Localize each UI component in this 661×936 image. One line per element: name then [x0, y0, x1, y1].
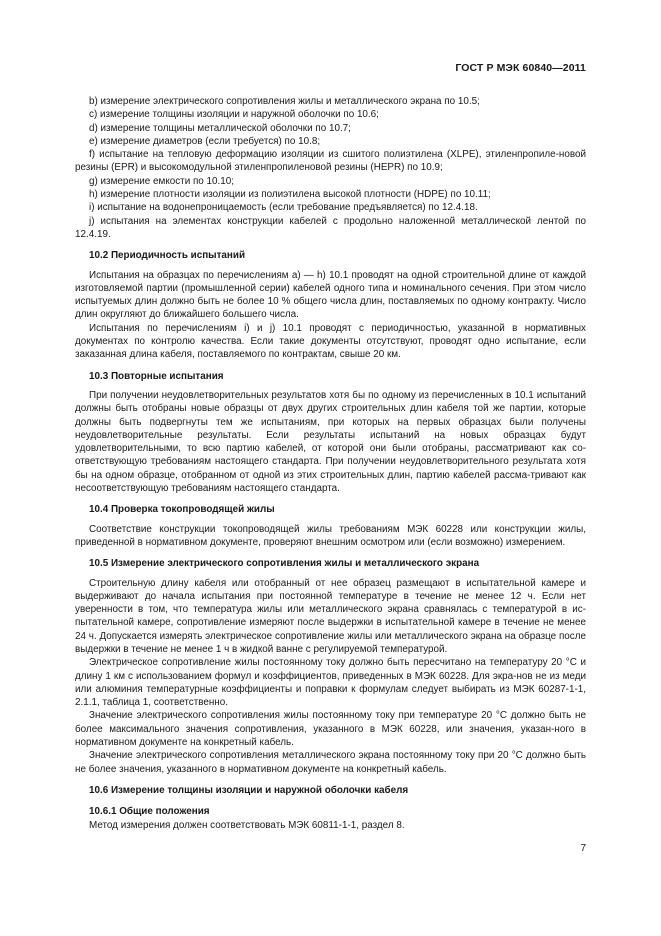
section-heading: 10.3 Повторные испытания	[89, 370, 224, 382]
paragraph: Испытания по перечислениям i) и j) 10.1 проводят с периодичностью, указанной в нормативных документах по контролю качества. Если такие документы отсутствуют, проводят одно испытание, если заказанная длина кабеля, поставляемого по контрактам, свыше 20 км.	[75, 322, 586, 361]
paragraph: При получении неудовлетворительных результатов хотя бы по одному из перечисленных в 10.1 испытаний должны быть отобраны новые образцы от двух других строительных длин кабеля той же партии, которые должны быть подвергнуты тем же испытаниям, при которых на первых образцах были получены неудовлетворительные результаты. Если результаты испытаний на новых образцах будут удовлетворительными, то всю партию кабелей, от которой они были отобраны, рассматривают как со-ответствующую требованиям настоящего стандарта. При получении неудовлетворительного результата хотя бы на одном образце, отобранном от одной из этих строительных длин, партию кабелей рассма-тривают как несоответствующую требованиям настоящего стандарта.	[75, 389, 586, 495]
paragraph: Электрическое сопротивление жилы постоянному току должно быть пересчитано на температуру 20 °С и длину 1 км с использованием формул и коэффициентов, приведенных в МЭК 60228. Для экра-нов не из меди или алюминия температурные коэффициенты и поправки к формулам следует выбирать из МЭК 60287-1-1, 2.1.1, таблица 1, соответственно.	[75, 657, 586, 709]
document-page	[75, 0, 586, 936]
section-heading: 10.6 Измерение толщины изоляции и наружной оболочки кабеля	[89, 784, 409, 796]
list-item: g) измерение емкости по 10.10;	[89, 175, 235, 187]
paragraph: Значение электрического сопротивления жилы постоянному току при температуре 20 °С должно быть не более максимального значения сопротивления, указанного в МЭК 60228, или значения, указан-ного в нормативном документе на конкретный кабель.	[75, 710, 586, 749]
section-heading: 10.4 Проверка токопроводящей жилы	[89, 504, 275, 516]
list-item: i) испытание на водонепроницаемость (если требование предъявляется) по 12.4.18.	[89, 202, 478, 214]
list-item: e) измерение диаметров (если требуется) по 10.8;	[89, 135, 321, 147]
list-item: d) измерение толщины металлической оболочки по 10.7;	[89, 122, 351, 134]
list-item: j) испытания на элементах конструкции кабелей с продольно наложенной металлической лентой по 12.4.19.	[75, 215, 586, 240]
section-heading: 10.2 Периодичность испытаний	[89, 250, 246, 262]
document-body	[75, 95, 586, 832]
list-item: h) измерение плотности изоляции из полиэтилена высокой плотности (HDPE) по 10.11;	[89, 189, 491, 201]
section-heading: 10.5 Измерение электрического сопротивления жилы и металлического экрана	[89, 558, 480, 570]
paragraph: Соответствие конструкции токопроводящей жилы требованиям МЭК 60228 или конструкции жилы, приведенной в нормативном документе, проверяют внешним осмотром или (если возможно) измерением.	[75, 523, 586, 548]
subsection-heading: 10.6.1 Общие положения	[89, 806, 210, 818]
paragraph: Метод измерения должен соответствовать МЭК 60811-1-1, раздел 8.	[89, 819, 405, 831]
paragraph: Строительную длину кабеля или отобранный от нее образец размещают в испытательной камере и выдерживают до начала испытания при постоянной температуре в течение не менее 12 ч. Если нет уверенности в том, что температура жилы или металлического экрана сравнялась с температурой в ис-пытательной камере, сопротивление измеряют после выдержки в испытательной камере в течение не менее 24 ч. Допускается измерять электрическое сопротивление жилы или металлического экрана на образце после выдержки в течение не менее 1 ч в жидкой ванне с регулируемой температурой.	[75, 577, 586, 655]
list-item: b) измерение электрического сопротивления жилы и металлического экрана по 10.5;	[89, 96, 480, 107]
page-number: 7	[580, 843, 586, 854]
paragraph: Испытания на образцах по перечислениям а) — h) 10.1 проводят на одной строительной длине от каждой изготовляемой партии (промышленной серии) кабелей одного типа и номинального сечения. При этом число испытуемых длин должно быть не более 10 % общего числа длин, поставляемых по одному контракту. Число длин округляют до ближайшего большего числа.	[75, 269, 586, 321]
list-item: c) измерение толщины изоляции и наружной оболочки по 10.6;	[89, 109, 379, 121]
paragraph: Значение электрического сопротивления металлического экрана постоянному току при 20 °С должно быть не более значения, указанного в нормативном документе на конкретный кабель.	[75, 750, 586, 775]
document-header: ГОСТ Р МЭК 60840—2011	[455, 62, 586, 74]
list-item: f) испытание на тепловую деформацию изоляции из сшитого полиэтилена (XLPE), этиленпропиле-новой резины (EPR) и высокомодульной этиленпропиленовой резины (HEPR) по 10.9;	[75, 149, 586, 174]
